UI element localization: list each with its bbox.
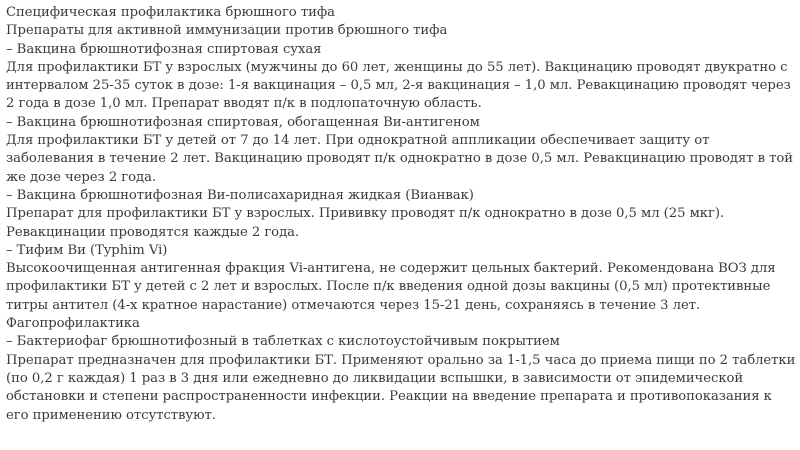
text-line: Для профилактики БТ у взрослых (мужчины до 60 лет, женщины до 55 лет). Вакцинацию проводят двукратно с [6,59,788,75]
text-line: Препарат предназначен для профилактики БТ. Применяют орально за 1-1,5 часа до приема пищи по 2 таблетки [6,352,796,368]
text-line: же дозе через 2 года. [6,169,157,185]
text-line: Высокоочищенная антигенная фракция Vi-антигена, не содержит цельных бактерий. Рекомендована ВОЗ для [6,261,776,277]
text-line: профилактики БТ у детей с 2 лет и взрослых. После п/к введения одной дозы вакцины (0,5 мл) протективные [6,279,771,295]
text-line: его применению отсутствуют. [6,407,216,423]
text-line: заболевания в течение 2 лет. Вакцинацию проводят п/к однократно в дозе 0,5 мл. Ревакцинацию проводят в той [6,151,794,167]
item-typhoid-bacteriophage: – Бактериофаг брюшнотифозный в таблетках с кислотоустойчивым покрытием [6,334,560,350]
text-line: интервалом 25-35 суток в дозе: 1-я вакцинация – 0,5 мл, 2-я вакцинация – 1,0 мл. Ревакцинацию проводят через [6,78,791,94]
text-line: обстановки и степени распространенности инфекции. Реакции на введение препарата и противопоказания к [6,389,772,405]
item-vianvac-vaccine: – Вакцина брюшнотифозная Ви-полисахаридная жидкая (Вианвак) [6,187,474,203]
text-line: 2 года в дозе 1,0 мл. Препарат вводят п/к в подлопаточную область. [6,96,482,112]
text-line: титры антител (4-х кратное нарастание) отмечаются через 15-21 день, сохраняясь в течение 3 лет. [6,297,701,313]
item-typhim-vi: – Тифим Ви (Typhim Vi) [6,242,168,258]
heading-specific-prophylaxis: Специфическая профилактика брюшного тифа [6,5,335,20]
item-dry-alcohol-vaccine: – Вакцина брюшнотифозная спиртовая сухая [6,41,322,57]
item-vi-enriched-vaccine: – Вакцина брюшнотифозная спиртовая, обогащенная Ви-антигеном [6,114,480,130]
document-body [6,4,796,425]
text-line: Для профилактики БТ у детей от 7 до 14 лет. При однократной аппликации обеспечивает защиту от [6,133,710,149]
heading-phage-prophylaxis: Фагопрофилактика [6,316,140,332]
text-line: Ревакцинации проводятся каждые 2 года. [6,224,300,240]
text-line: Препарат для профилактики БТ у взрослых. Прививку проводят п/к однократно в дозе 0,5 мл (25 мкг). [6,206,725,222]
text-line: (по 0,2 г каждая) 1 раз в 3 дня или ежедневно до ликвидации вспышки, в зависимости от эпидемической [6,370,744,386]
subheading-active-immunization: Препараты для активной иммунизации против брюшного тифа [6,23,448,39]
